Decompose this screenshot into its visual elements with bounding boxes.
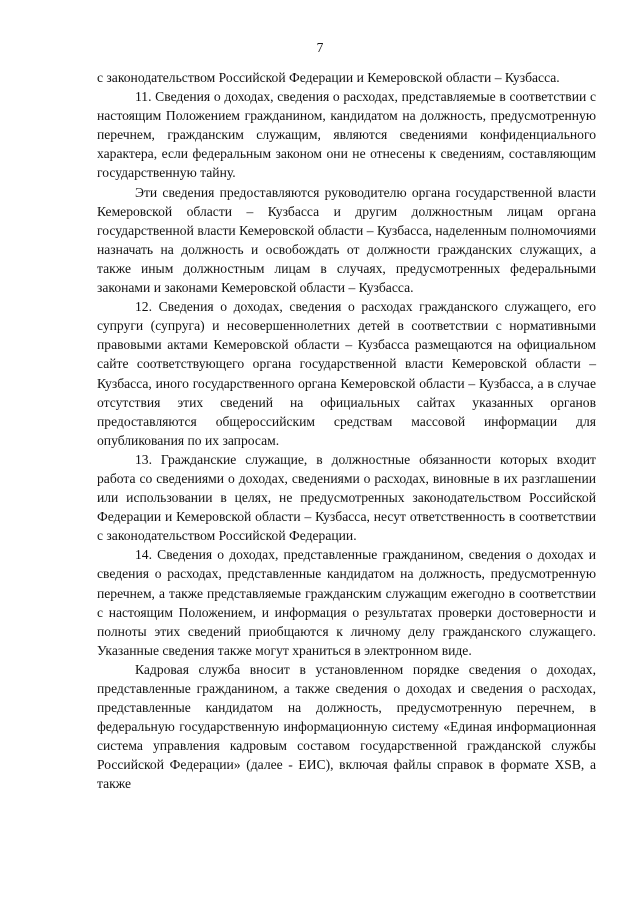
paragraph-continuation: с законодательством Российской Федерации и Кемеровской области – Кузбасса. (97, 70, 560, 85)
paragraph-item-14-eis: Кадровая служба вносит в установленном порядке сведения о доходах, представленные гражданином, а также сведения о доходах и сведения о расходах, представленные кандидатом на должность, предусмотренную перечнем, в федеральную государственную информационную систему «Единая информационная система управления кадровым составом государственной гражданской службы Российской Федерации» (далее - ЕИС), включая файлы справок в формате XSB, а также (97, 661, 596, 792)
page-number: 7 (316, 40, 324, 55)
document-body (97, 68, 596, 794)
paragraph-item-14: 14. Сведения о доходах, представленные гражданином, сведения о доходах и сведения о расходах, представленные кандидатом на должность, предусмотренную перечнем, а также представляемые гражданским служащим ежегодно в соответствии с настоящим Положением, и информация о результатах проверки достоверности и полноты этих сведений приобщаются к личному делу гражданского служащего. Указанные сведения также могут храниться в электронном виде. (97, 547, 596, 658)
paragraph-item-12: 12. Сведения о доходах, сведения о расходах гражданского служащего, его супруги (супруга) и несовершеннолетних детей в соответствии с нормативными правовыми актами Кемеровской области – Кузбасса размещаются на официальном сайте соответствующего органа государственной власти Кемеровской области – Кузбасса, иного государственного органа Кемеровской области – Кузбасса, а в случае отсутствия этих сведений на официальных сайтах указанных органов предоставляются общероссийским средствам массовой информации для опубликования по их запросам. (97, 299, 596, 448)
paragraph-item-11-recipients: Эти сведения предоставляются руководителю органа государственной власти Кемеровской области – Кузбасса и другим должностным лицам органа государственной власти Кемеровской области – Кузбасса, наделенным полномочиями назначать на должность и освобождать от должности гражданских служащих, а также иным должностным лицам в случаях, предусмотренных федеральными законами и законами Кемеровской области – Кузбасса. (97, 184, 596, 296)
paragraph-item-13: 13. Гражданские служащие, в должностные обязанности которых входит работа со сведениями о доходах, сведениями о расходах, виновные в их разглашении или использовании в целях, не предусмотренных законодательством Российской Федерации и Кемеровской области – Кузбасса, несут ответственность в соответствии с законодательством Российской Федерации. (97, 451, 596, 544)
paragraph-item-11: 11. Сведения о доходах, сведения о расходах, представляемые в соответствии с настоящим Положением гражданином, кандидатом на должность, предусмотренную перечнем, гражданским служащим, являются сведениями конфиденциального характера, если федеральным законом они не отнесены к сведениям, составляющим государственную тайну. (97, 89, 596, 181)
